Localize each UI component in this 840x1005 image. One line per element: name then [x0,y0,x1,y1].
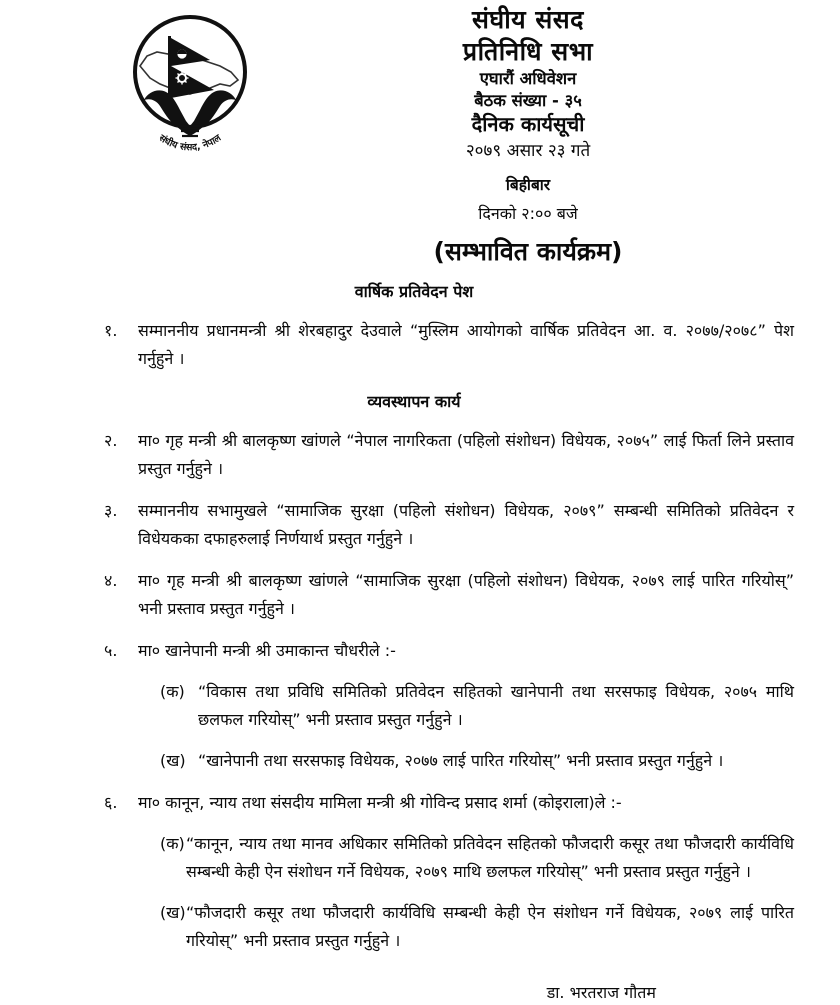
header-line-federal-parliament: संघीय संसद [472,5,584,34]
agenda-subitem [160,830,794,886]
agenda-subitem-list [104,830,794,955]
agenda-subitem-marker: (क) [160,834,185,853]
agenda-item-text: मा० कानून, न्याय तथा संसदीय मामिला मन्त्री श्री गोविन्द प्रसाद शर्मा (कोइराला)ले :- [138,793,622,812]
section-heading-annual-report: वार्षिक प्रतिवेदन पेश [354,282,474,301]
agenda-item [104,637,794,665]
agenda-subitem-text: “खानेपानी तथा सरसफाइ विधेयक, २०७७ लाई पारित गरियोस्” भनी प्रस्ताव प्रस्तुत गर्नुहुने । [198,751,724,770]
agenda-list-legislative-business [0,427,840,955]
agenda-subitem-list [104,678,794,775]
header-sitting-number: बैठक संख्या - ३५ [474,91,582,110]
agenda-item [104,427,794,483]
header-title-block [256,4,840,166]
header-date: २०७९ असार २३ गते [465,141,591,161]
header-line-house-of-representatives: प्रतिनिधि सभा [462,37,594,66]
header-time: दिनको २:०० बजे [478,204,578,223]
agenda-item-number: २. [104,431,118,450]
section-heading-legislative-business: व्यवस्थापन कार्य [367,392,461,411]
agenda-item-text: सम्माननीय सभामुखले “सामाजिक सुरक्षा (पहिलो संशोधन) विधेयक, २०७९” सम्बन्धी समितिको प्रतिवेदन र विधेयकका दफाहरुलाई निर्णयार्थ प्रस्तुत गर्नुहुने । [138,501,794,548]
agenda-item-number: १. [104,321,118,340]
agenda-subitem [160,747,794,775]
subheader-block [256,175,840,273]
agenda-list-annual-report [0,317,840,373]
agenda-subitem [160,678,794,734]
agenda-item-number: ३. [104,501,118,520]
agenda-item-text: मा० गृह मन्त्री श्री बालकृष्ण खांणले “नेपाल नागरिकता (पहिलो संशोधन) विधेयक, २०७५” लाई फिर्ता लिने प्रस्ताव प्रस्तुत गर्नुहुने । [138,431,794,478]
agenda-item-number: ६. [104,793,118,812]
agenda-item-number: ५. [104,641,118,660]
agenda-item-number: ४. [104,571,118,590]
agenda-subitem [160,899,794,955]
agenda-subitem-marker: (क) [160,682,185,701]
header-day: बिहीबार [505,176,551,194]
header-session: एघारौं अधिवेशन [479,69,577,88]
nepal-federal-parliament-emblem-icon [124,8,256,156]
document-header [0,0,840,175]
agenda-item-text: मा० गृह मन्त्री श्री बालकृष्ण खांणले “सामाजिक सुरक्षा (पहिलो संशोधन) विधेयक, २०७९ लाई पारित गरियोस्” भनी प्रस्ताव प्रस्तुत गर्नुहुने । [138,571,794,618]
header-programme-note: (सम्भावित कार्यक्रम) [433,237,623,266]
agenda-item [104,567,794,623]
agenda-subitem-marker: (ख) [160,903,186,922]
agenda-subitem-text: “विकास तथा प्रविधि समितिको प्रतिवेदन सहितको खानेपानी तथा सरसफाइ विधेयक, २०७५ माथि छलफल गरियोस्” भनी प्रस्ताव प्रस्तुत गर्नुहुने । [198,682,794,729]
agenda-subitem-text: “कानून, न्याय तथा मानव अधिकार समितिको प्रतिवेदन सहितको फौजदारी कसूर तथा फौजदारी कार्यविधि सम्बन्धी केही ऐन संशोधन गर्ने विधेयक, २०७९ माथि छलफल गरियोस्” भनी प्रस्ताव प्रस्तुत गर्नुहुने । [186,834,794,881]
header-document-title: दैनिक कार्यसूची [471,112,585,136]
signature-name: डा. भरतराज गौतम [546,983,656,1002]
agenda-subitem-text: “फौजदारी कसूर तथा फौजदारी कार्यविधि सम्बन्धी केही ऐन संशोधन गर्ने विधेयक, २०७९ लाई पारित गरियोस्” भनी प्रस्ताव प्रस्तुत गर्नुहुने । [186,903,794,950]
svg-text:संघीय संसद, नेपाल: संघीय संसद, नेपाल [156,132,224,154]
agenda-subitem-marker: (ख) [160,751,186,770]
agenda-item-text: सम्माननीय प्रधानमन्त्री श्री शेरबहादुर देउवाले “मुस्लिम आयोगको वार्षिक प्रतिवेदन आ. व. २०७७/२०७८” पेश गर्नुहुने । [138,321,794,368]
agenda-item [104,789,794,817]
agenda-item [104,317,794,373]
agenda-item-text: मा० खानेपानी मन्त्री श्री उमाकान्त चौधरीले :- [138,641,396,660]
agenda-item [104,497,794,553]
